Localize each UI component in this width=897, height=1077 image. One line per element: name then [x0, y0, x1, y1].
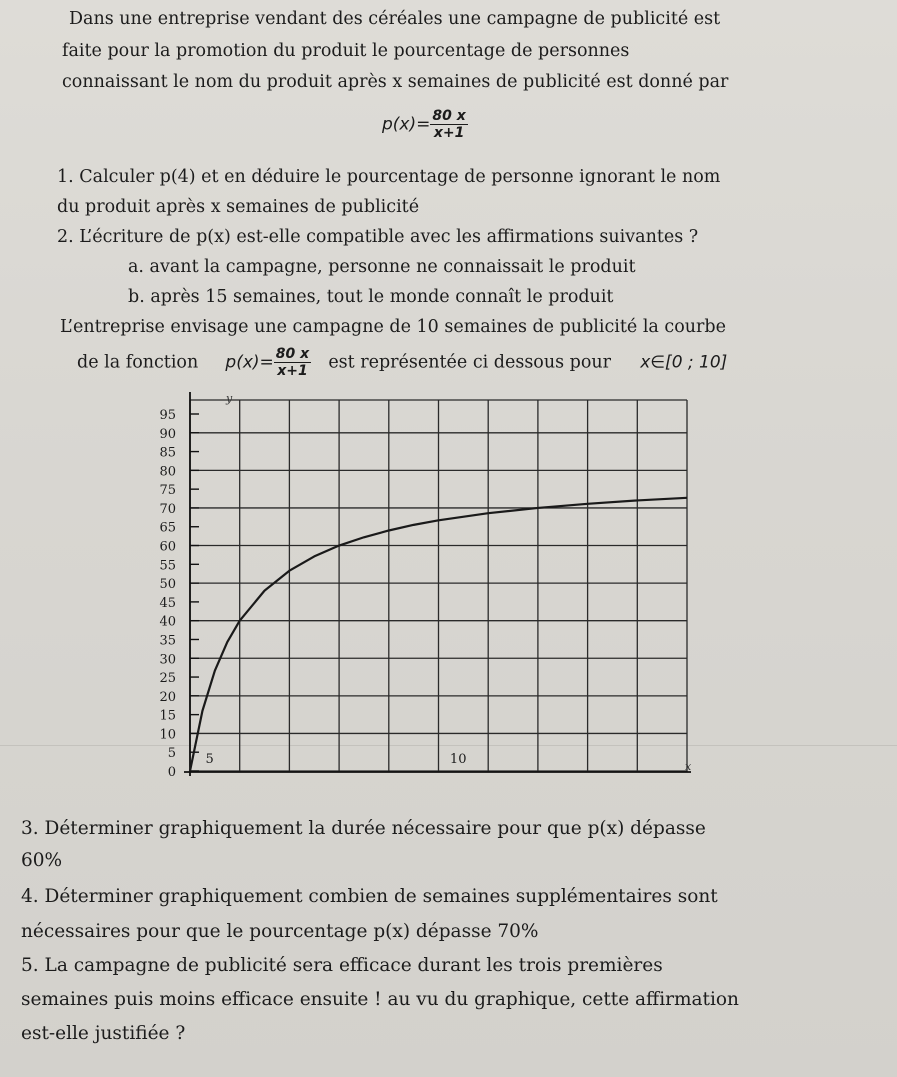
- y-tick-label: 40: [159, 614, 176, 630]
- y-tick-label: 90: [159, 426, 176, 442]
- y-tick-label: 50: [159, 577, 176, 593]
- q4-line2: nécessaires pour que le pourcentage p(x) dépasse 70%: [21, 921, 539, 942]
- y-tick-label: 55: [159, 558, 176, 574]
- formula-lhs: p(x)=: [382, 114, 431, 135]
- x-tick-label: 5: [205, 752, 214, 767]
- q1-line2: du produit après x semaines de publicité: [57, 197, 420, 217]
- q4-line1: 4. Déterminer graphiquement combien de semaines supplémentaires sont: [21, 886, 718, 907]
- q3-line2: 60%: [21, 850, 63, 871]
- paragraph1-line1: Dans une entreprise vendant des céréales une campagne de publicité est: [69, 9, 721, 29]
- y-tick-label: 80: [159, 464, 176, 480]
- y-tick-label: 30: [159, 652, 176, 668]
- intro-suffix: est représentée ci dessous pour: [328, 352, 612, 373]
- y-tick-label: 5: [167, 746, 176, 762]
- formula-denominator: x+1: [433, 125, 465, 141]
- y-tick-label: 10: [159, 727, 176, 743]
- formula-inline-denominator: x+1: [277, 363, 308, 379]
- paragraph1-line2: faite pour la promotion du produit le pourcentage de personnes: [62, 41, 630, 61]
- y-tick-label: 60: [159, 539, 176, 555]
- y-tick-label: 20: [159, 689, 176, 705]
- y-tick-label: 95: [159, 408, 176, 423]
- formula-numerator: 80 x: [432, 108, 466, 124]
- formula-inline-lhs: p(x)=: [225, 352, 274, 373]
- x-axis-label: x: [685, 760, 692, 773]
- q2-item-b: b. après 15 semaines, tout le monde connaît le produit: [128, 287, 614, 307]
- q5-line1: 5. La campagne de publicité sera efficace durant les trois premières: [21, 955, 663, 976]
- formula-inline-numerator: 80 x: [275, 346, 310, 362]
- paragraph1-line3: connaissant le nom du produit après x semaines de publicité est donné par: [62, 72, 729, 92]
- y-tick-label: 75: [159, 483, 176, 499]
- intro-domain: x∈[0 ; 10]: [640, 352, 728, 373]
- q2-title: 2. L’écriture de p(x) est-elle compatible avec les affirmations suivantes ?: [57, 227, 699, 247]
- y-tick-label: 70: [159, 501, 176, 517]
- q5-line3: est-elle justifiée ?: [21, 1023, 186, 1044]
- y-tick-label: 35: [159, 633, 176, 649]
- intro-prefix: de la fonction: [77, 352, 199, 373]
- y-tick-label: 85: [159, 445, 176, 461]
- y-tick-label: 15: [159, 708, 176, 724]
- q2-item-a: a. avant la campagne, personne ne connaissait le produit: [128, 257, 636, 277]
- y-tick-label: 25: [159, 671, 176, 687]
- q3-line1: 3. Déterminer graphiquement la durée nécessaire pour que p(x) dépasse: [21, 818, 706, 839]
- y-axis-label: y: [226, 392, 233, 405]
- y-tick-label: 65: [159, 520, 176, 536]
- intro-line1: L’entreprise envisage une campagne de 10 semaines de publicité la courbe: [60, 317, 726, 337]
- x-tick-label: 10: [449, 752, 467, 767]
- q5-line2: semaines puis moins efficace ensuite ! au vu du graphique, cette affirmation: [21, 989, 739, 1010]
- q1-line1: 1. Calculer p(4) et en déduire le pourcentage de personne ignorant le nom: [57, 167, 721, 187]
- y-tick-label: 45: [159, 595, 176, 611]
- y-tick-label: 0: [167, 765, 176, 780]
